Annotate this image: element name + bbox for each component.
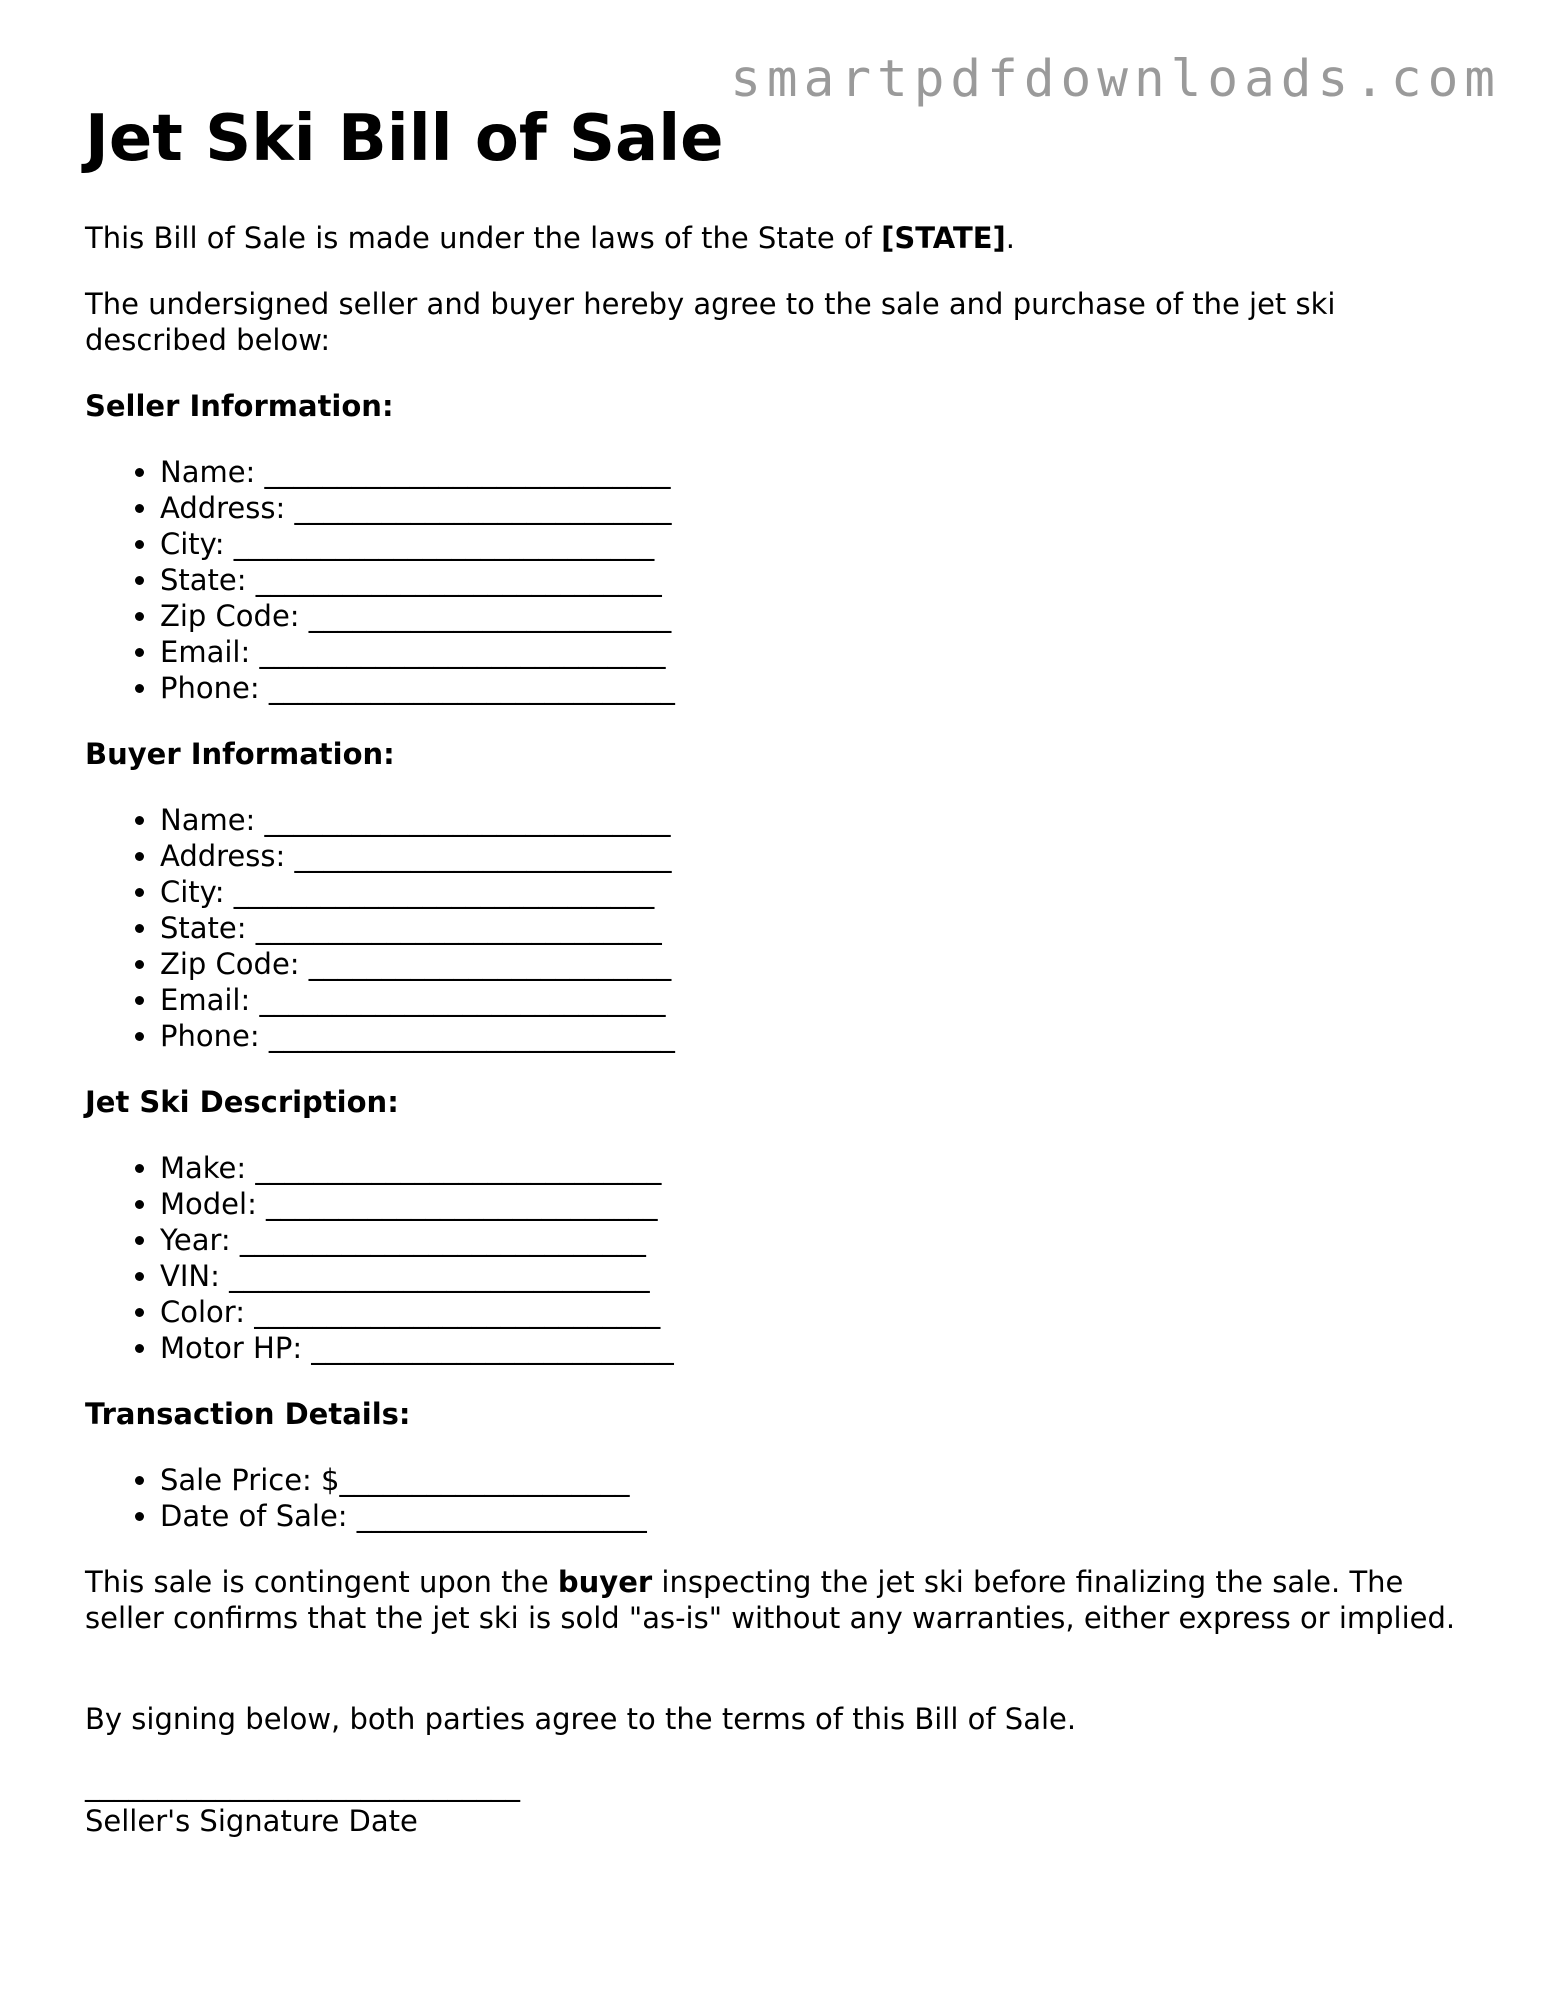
jetski-section: [85, 1084, 1465, 1120]
buyer-state-field[interactable]: • State: ____________________________: [160, 910, 1465, 946]
agreement-text: The undersigned seller and buyer hereby agree to the sale and purchase of the jet ski described below:: [85, 287, 1336, 357]
sale-price-field[interactable]: • Sale Price: $____________________: [160, 1462, 1465, 1498]
contingency-buyer-bold: buyer: [557, 1565, 653, 1599]
jetski-color-field[interactable]: • Color: ____________________________: [160, 1294, 1465, 1330]
document-title: Jet Ski Bill of Sale: [85, 102, 724, 176]
intro-paragraph: [85, 220, 1465, 256]
buyer-address-field[interactable]: • Address: __________________________: [160, 838, 1465, 874]
seller-state-field[interactable]: • State: ____________________________: [160, 562, 1465, 598]
buyer-fields: [85, 802, 1465, 1054]
seller-phone-field[interactable]: • Phone: ____________________________: [160, 670, 1465, 706]
buyer-city-field[interactable]: • City: _____________________________: [160, 874, 1465, 910]
intro-suffix: .: [1005, 221, 1016, 255]
seller-signature-label: Seller's Signature Date: [85, 1804, 418, 1838]
seller-zip-field[interactable]: • Zip Code: _________________________: [160, 598, 1465, 634]
date-of-sale-field[interactable]: • Date of Sale: ____________________: [160, 1498, 1465, 1534]
seller-signature-line[interactable]: ______________________________: [85, 1768, 520, 1802]
jetski-motor-hp-field[interactable]: • Motor HP: _________________________: [160, 1330, 1465, 1366]
transaction-section: [85, 1396, 1465, 1432]
transaction-fields: [85, 1462, 1465, 1534]
buyer-email-field[interactable]: • Email: ____________________________: [160, 982, 1465, 1018]
seller-city-field[interactable]: • City: _____________________________: [160, 526, 1465, 562]
intro-prefix: This Bill of Sale is made under the laws of the State of: [85, 221, 882, 255]
closing-text: By signing below, both parties agree to the terms of this Bill of Sale.: [85, 1702, 1077, 1736]
jetski-year-field[interactable]: • Year: ____________________________: [160, 1222, 1465, 1258]
seller-name-field[interactable]: • Name: ____________________________: [160, 454, 1465, 490]
seller-fields: [85, 454, 1465, 706]
contingency-prefix: This sale is contingent upon the: [85, 1565, 558, 1599]
jetski-vin-field[interactable]: • VIN: _____________________________: [160, 1258, 1465, 1294]
contingency-paragraph: [85, 1564, 1465, 1636]
contingency-suffix: inspecting the jet ski before finalizing the sale. The seller confirms that the jet ski is sold "as-is" without any warranties, either express or implied.: [85, 1565, 1456, 1635]
buyer-phone-field[interactable]: • Phone: ____________________________: [160, 1018, 1465, 1054]
jetski-fields: [85, 1150, 1465, 1366]
seller-heading: Seller Information:: [85, 389, 394, 423]
signature-block: [85, 1767, 1465, 1839]
seller-address-field[interactable]: • Address: __________________________: [160, 490, 1465, 526]
watermark-text: smartpdfdownloads.com: [730, 50, 1501, 109]
buyer-zip-field[interactable]: • Zip Code: _________________________: [160, 946, 1465, 982]
jetski-heading: Jet Ski Description:: [85, 1085, 399, 1119]
buyer-section: [85, 736, 1465, 772]
agreement-paragraph: [85, 286, 1465, 358]
jetski-model-field[interactable]: • Model: ___________________________: [160, 1186, 1465, 1222]
seller-email-field[interactable]: • Email: ____________________________: [160, 634, 1465, 670]
transaction-heading: Transaction Details:: [85, 1397, 411, 1431]
state-placeholder: [STATE]: [881, 221, 1006, 255]
closing-paragraph: [85, 1701, 1465, 1737]
seller-section: [85, 388, 1465, 424]
buyer-name-field[interactable]: • Name: ____________________________: [160, 802, 1465, 838]
jetski-make-field[interactable]: • Make: ____________________________: [160, 1150, 1465, 1186]
buyer-heading: Buyer Information:: [85, 737, 395, 771]
